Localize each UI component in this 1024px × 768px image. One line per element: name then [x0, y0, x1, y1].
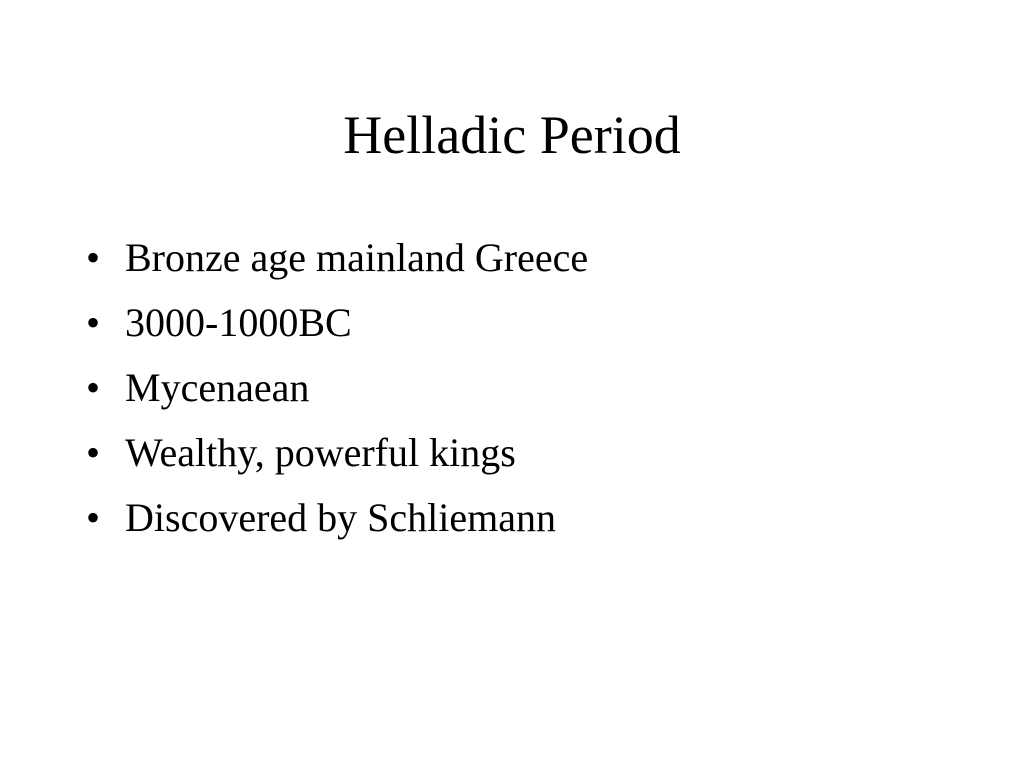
list-item: [86, 290, 588, 355]
bullet-list: [86, 225, 588, 550]
bullet-text: Bronze age mainland Greece: [125, 235, 589, 280]
list-item: [86, 420, 588, 485]
bullet-icon: •: [86, 235, 101, 280]
bullet-icon: •: [86, 365, 101, 410]
bullet-icon: •: [86, 495, 101, 540]
list-item: [86, 485, 588, 550]
bullet-text: Mycenaean: [125, 365, 310, 410]
bullet-icon: •: [86, 430, 101, 475]
bullet-icon: •: [86, 300, 101, 345]
list-item: [86, 355, 588, 420]
bullet-text: Discovered by Schliemann: [125, 495, 556, 540]
slide-title: Helladic Period: [343, 105, 681, 165]
bullet-text: Wealthy, powerful kings: [125, 430, 516, 475]
bullet-text: 3000-1000BC: [125, 300, 352, 345]
list-item: [86, 225, 588, 290]
